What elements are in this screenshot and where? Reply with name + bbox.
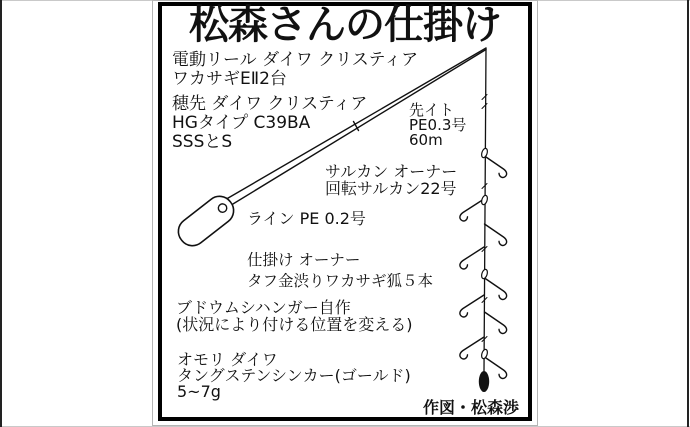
reel-body — [173, 191, 239, 251]
label-line: 仕掛け オーナー — [247, 251, 361, 269]
label-leader-line — [409, 103, 466, 148]
label-rod-tip — [172, 95, 367, 152]
sinker-weight — [479, 371, 489, 392]
label-sinker — [177, 352, 411, 400]
label-line: 回転サルカン22号 — [325, 178, 457, 198]
label-line: サルカン オーナー — [325, 162, 458, 181]
line-swivel-bead — [481, 148, 489, 159]
label-electric-reel — [172, 51, 418, 89]
hook-right — [485, 312, 507, 333]
label-line: ブドウムシハンガー自作 — [176, 298, 351, 317]
hook-right — [485, 156, 507, 177]
label-grub-hanger — [176, 299, 413, 333]
diagram-title: 松森さんの仕掛け — [189, 2, 501, 48]
label-line: 5~7g — [177, 382, 221, 401]
label-line: 電動リール ダイワ クリスティア — [172, 50, 419, 70]
electric-reel — [173, 191, 239, 251]
hook-right — [485, 278, 507, 299]
label-line: 60m — [409, 131, 443, 149]
label-line: HGタイプ C39BA — [172, 113, 311, 133]
label-line: タングステンシンカー(ゴールド) — [177, 366, 411, 385]
hook-left — [460, 337, 484, 359]
label-line: 穂先 ダイワ クリスティア — [172, 94, 368, 114]
hook-left — [460, 295, 484, 317]
hook-left — [460, 247, 484, 269]
line-swivel-bead — [481, 195, 489, 206]
label-swivel — [325, 164, 457, 197]
label-line: PE0.3号 — [409, 116, 467, 134]
line-swivel-bead — [481, 349, 489, 360]
credit-text: 作図・松森渉 — [423, 398, 520, 417]
hook-right — [485, 224, 507, 245]
label-line: SSSとS — [172, 132, 233, 152]
label-line: ワカサギEⅡ2台 — [172, 69, 287, 89]
label-line: (状況により付ける位置を変える) — [176, 315, 413, 334]
line-swivel-bead — [481, 269, 489, 280]
label-line: 先イト — [409, 101, 455, 119]
label-line: オモリ ダイワ — [177, 350, 278, 369]
rig-line-group — [460, 48, 507, 392]
label-line: タフ金渋りワカサギ狐５本 — [247, 272, 434, 290]
label-rig — [247, 250, 433, 292]
label-main-line: ライン PE 0.2号 — [247, 209, 366, 228]
hook-left — [460, 199, 484, 221]
